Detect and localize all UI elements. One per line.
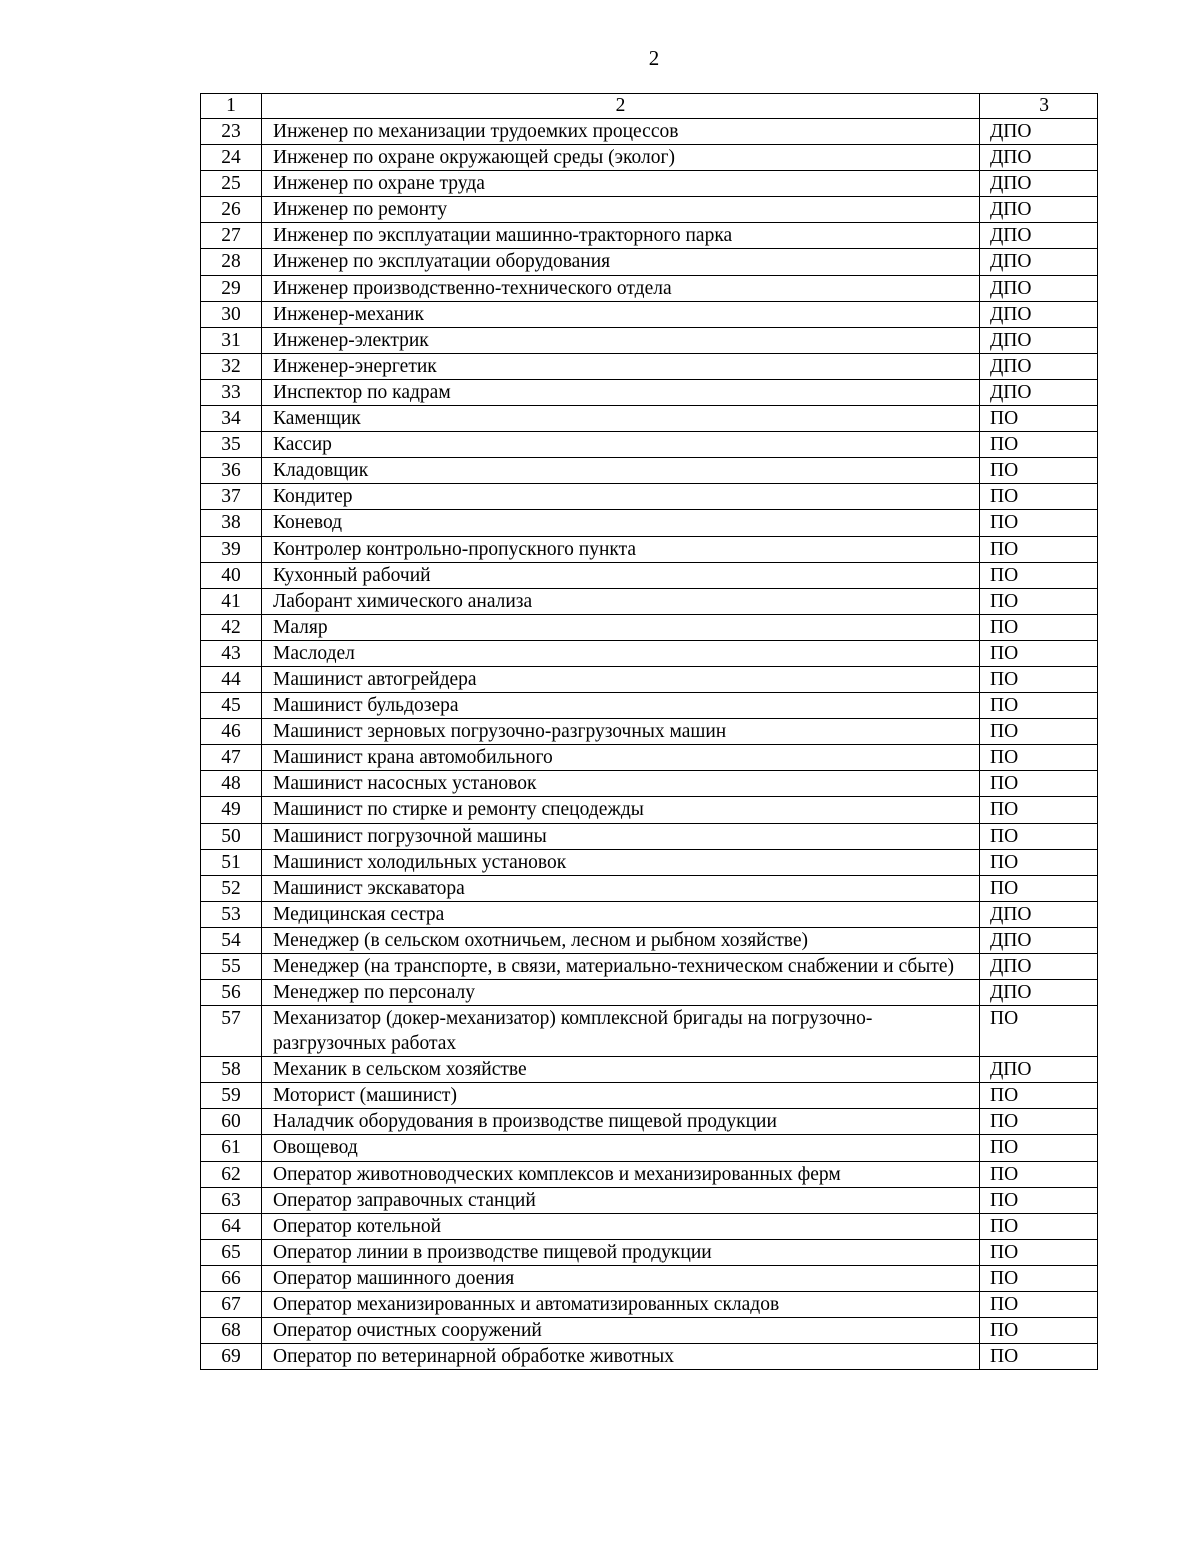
table-row — [201, 1292, 1098, 1318]
row-number: 56 — [201, 980, 262, 1006]
profession-name: Маляр — [262, 614, 980, 640]
row-number: 51 — [201, 849, 262, 875]
table-row — [201, 536, 1098, 562]
table-row — [201, 875, 1098, 901]
table-row — [201, 1265, 1098, 1291]
education-type: ПО — [980, 640, 1098, 666]
profession-name: Оператор механизированных и автоматизированных складов — [262, 1292, 980, 1318]
table-row — [201, 432, 1098, 458]
education-type: ПО — [980, 1292, 1098, 1318]
table-row — [201, 1006, 1098, 1057]
education-type: ПО — [980, 484, 1098, 510]
education-type: ДПО — [980, 379, 1098, 405]
profession-name: Менеджер по персоналу — [262, 980, 980, 1006]
education-type: ПО — [980, 1265, 1098, 1291]
row-number: 47 — [201, 745, 262, 771]
profession-name: Машинист по стирке и ремонту спецодежды — [262, 797, 980, 823]
profession-name: Инженер-механик — [262, 301, 980, 327]
row-number: 62 — [201, 1161, 262, 1187]
profession-name: Кассир — [262, 432, 980, 458]
table-row — [201, 1213, 1098, 1239]
profession-name: Кладовщик — [262, 458, 980, 484]
profession-name: Машинист бульдозера — [262, 693, 980, 719]
profession-name: Каменщик — [262, 406, 980, 432]
education-type: ДПО — [980, 145, 1098, 171]
profession-name: Инженер по охране труда — [262, 171, 980, 197]
profession-name: Кондитер — [262, 484, 980, 510]
education-type: ДПО — [980, 301, 1098, 327]
table-row — [201, 1135, 1098, 1161]
table-row — [201, 666, 1098, 692]
table-row — [201, 1344, 1098, 1370]
table-row — [201, 588, 1098, 614]
profession-name: Оператор котельной — [262, 1213, 980, 1239]
education-type: ПО — [980, 666, 1098, 692]
row-number: 48 — [201, 771, 262, 797]
row-number: 39 — [201, 536, 262, 562]
row-number: 40 — [201, 562, 262, 588]
profession-name: Оператор животноводческих комплексов и механизированных ферм — [262, 1161, 980, 1187]
education-type: ПО — [980, 745, 1098, 771]
table-row — [201, 1109, 1098, 1135]
table-row — [201, 275, 1098, 301]
row-number: 60 — [201, 1109, 262, 1135]
education-type: ДПО — [980, 954, 1098, 980]
row-number: 55 — [201, 954, 262, 980]
profession-name: Овощевод — [262, 1135, 980, 1161]
row-number: 46 — [201, 719, 262, 745]
education-type: ПО — [980, 1213, 1098, 1239]
table-row — [201, 484, 1098, 510]
table-row — [201, 458, 1098, 484]
profession-name: Инженер по охране окружающей среды (эколог) — [262, 145, 980, 171]
profession-name: Коневод — [262, 510, 980, 536]
table-row — [201, 1161, 1098, 1187]
row-number: 63 — [201, 1187, 262, 1213]
table-row — [201, 1083, 1098, 1109]
row-number: 34 — [201, 406, 262, 432]
column-header-profession: 2 — [262, 94, 980, 119]
table-row — [201, 797, 1098, 823]
column-header-number: 1 — [201, 94, 262, 119]
table-row — [201, 640, 1098, 666]
row-number: 57 — [201, 1006, 262, 1057]
profession-name: Машинист насосных установок — [262, 771, 980, 797]
education-type: ПО — [980, 849, 1098, 875]
row-number: 42 — [201, 614, 262, 640]
profession-name: Менеджер (в сельском охотничьем, лесном и рыбном хозяйстве) — [262, 927, 980, 953]
profession-name: Машинист холодильных установок — [262, 849, 980, 875]
education-type: ПО — [980, 458, 1098, 484]
table-row — [201, 927, 1098, 953]
row-number: 53 — [201, 901, 262, 927]
profession-name: Менеджер (на транспорте, в связи, материально-техническом снабжении и сбыте) — [262, 954, 980, 980]
row-number: 49 — [201, 797, 262, 823]
education-type: ПО — [980, 1318, 1098, 1344]
column-header-education: 3 — [980, 94, 1098, 119]
education-type: ПО — [980, 614, 1098, 640]
education-type: ДПО — [980, 927, 1098, 953]
table-row — [201, 119, 1098, 145]
profession-name: Инспектор по кадрам — [262, 379, 980, 405]
profession-name: Кухонный рабочий — [262, 562, 980, 588]
profession-name: Оператор машинного доения — [262, 1265, 980, 1291]
row-number: 52 — [201, 875, 262, 901]
profession-name: Машинист экскаватора — [262, 875, 980, 901]
education-type: ПО — [980, 719, 1098, 745]
table-row — [201, 223, 1098, 249]
row-number: 64 — [201, 1213, 262, 1239]
profession-name: Оператор линии в производстве пищевой продукции — [262, 1239, 980, 1265]
row-number: 50 — [201, 823, 262, 849]
education-type: ПО — [980, 693, 1098, 719]
profession-name: Медицинская сестра — [262, 901, 980, 927]
profession-name: Инженер по эксплуатации машинно-тракторного парка — [262, 223, 980, 249]
education-type: ПО — [980, 1083, 1098, 1109]
page-number: 2 — [648, 46, 660, 70]
profession-name: Оператор заправочных станций — [262, 1187, 980, 1213]
profession-name: Механизатор (докер-механизатор) комплексной бригады на погрузочно-разгрузочных работах — [262, 1006, 980, 1057]
table-header-row — [201, 94, 1098, 119]
row-number: 69 — [201, 1344, 262, 1370]
education-type: ПО — [980, 536, 1098, 562]
table-row — [201, 980, 1098, 1006]
table-row — [201, 249, 1098, 275]
table-row — [201, 353, 1098, 379]
row-number: 31 — [201, 327, 262, 353]
row-number: 41 — [201, 588, 262, 614]
profession-name: Оператор по ветеринарной обработке животных — [262, 1344, 980, 1370]
table-row — [201, 954, 1098, 980]
table-row — [201, 145, 1098, 171]
row-number: 66 — [201, 1265, 262, 1291]
table-row — [201, 301, 1098, 327]
education-type: ПО — [980, 1006, 1098, 1057]
profession-name: Инженер-энергетик — [262, 353, 980, 379]
profession-name: Маслодел — [262, 640, 980, 666]
profession-name: Машинист зерновых погрузочно-разгрузочных машин — [262, 719, 980, 745]
row-number: 58 — [201, 1057, 262, 1083]
education-type: ДПО — [980, 249, 1098, 275]
education-type: ПО — [980, 875, 1098, 901]
education-type: ДПО — [980, 327, 1098, 353]
table-row — [201, 1057, 1098, 1083]
row-number: 44 — [201, 666, 262, 692]
row-number: 32 — [201, 353, 262, 379]
row-number: 36 — [201, 458, 262, 484]
profession-name: Машинист крана автомобильного — [262, 745, 980, 771]
row-number: 27 — [201, 223, 262, 249]
education-type: ДПО — [980, 980, 1098, 1006]
row-number: 38 — [201, 510, 262, 536]
table-row — [201, 1318, 1098, 1344]
education-type: ПО — [980, 797, 1098, 823]
row-number: 29 — [201, 275, 262, 301]
profession-name: Инженер-электрик — [262, 327, 980, 353]
table-row — [201, 327, 1098, 353]
row-number: 59 — [201, 1083, 262, 1109]
row-number: 43 — [201, 640, 262, 666]
table-row — [201, 379, 1098, 405]
table-row — [201, 771, 1098, 797]
education-type: ДПО — [980, 1057, 1098, 1083]
profession-name: Инженер по механизации трудоемких процессов — [262, 119, 980, 145]
education-type: ПО — [980, 588, 1098, 614]
profession-name: Инженер производственно-технического отдела — [262, 275, 980, 301]
education-type: ДПО — [980, 275, 1098, 301]
row-number: 54 — [201, 927, 262, 953]
row-number: 65 — [201, 1239, 262, 1265]
table-row — [201, 171, 1098, 197]
education-type: ПО — [980, 1161, 1098, 1187]
row-number: 24 — [201, 145, 262, 171]
profession-name: Оператор очистных сооружений — [262, 1318, 980, 1344]
row-number: 26 — [201, 197, 262, 223]
table-row — [201, 614, 1098, 640]
profession-name: Наладчик оборудования в производстве пищевой продукции — [262, 1109, 980, 1135]
table-row — [201, 510, 1098, 536]
education-type: ДПО — [980, 119, 1098, 145]
professions-table — [200, 93, 1098, 1370]
profession-name: Моторист (машинист) — [262, 1083, 980, 1109]
education-type: ПО — [980, 1135, 1098, 1161]
row-number: 25 — [201, 171, 262, 197]
education-type: ПО — [980, 1187, 1098, 1213]
row-number: 68 — [201, 1318, 262, 1344]
table-row — [201, 197, 1098, 223]
education-type: ПО — [980, 1109, 1098, 1135]
table-row — [201, 562, 1098, 588]
education-type: ПО — [980, 510, 1098, 536]
profession-name: Лаборант химического анализа — [262, 588, 980, 614]
row-number: 45 — [201, 693, 262, 719]
education-type: ДПО — [980, 171, 1098, 197]
row-number: 61 — [201, 1135, 262, 1161]
table-row — [201, 745, 1098, 771]
row-number: 33 — [201, 379, 262, 405]
row-number: 67 — [201, 1292, 262, 1318]
education-type: ПО — [980, 562, 1098, 588]
table-row — [201, 1239, 1098, 1265]
profession-name: Инженер по ремонту — [262, 197, 980, 223]
table-row — [201, 719, 1098, 745]
education-type: ДПО — [980, 197, 1098, 223]
profession-name: Контролер контрольно-пропускного пункта — [262, 536, 980, 562]
table-row — [201, 849, 1098, 875]
profession-name: Машинист погрузочной машины — [262, 823, 980, 849]
table-row — [201, 1187, 1098, 1213]
profession-name: Инженер по эксплуатации оборудования — [262, 249, 980, 275]
table-row — [201, 406, 1098, 432]
table-row — [201, 901, 1098, 927]
row-number: 30 — [201, 301, 262, 327]
row-number: 35 — [201, 432, 262, 458]
profession-name: Механик в сельском хозяйстве — [262, 1057, 980, 1083]
education-type: ДПО — [980, 901, 1098, 927]
education-type: ПО — [980, 1344, 1098, 1370]
education-type: ПО — [980, 432, 1098, 458]
education-type: ДПО — [980, 223, 1098, 249]
education-type: ПО — [980, 406, 1098, 432]
profession-name: Машинист автогрейдера — [262, 666, 980, 692]
table-row — [201, 693, 1098, 719]
row-number: 37 — [201, 484, 262, 510]
education-type: ПО — [980, 823, 1098, 849]
education-type: ДПО — [980, 353, 1098, 379]
education-type: ПО — [980, 771, 1098, 797]
education-type: ПО — [980, 1239, 1098, 1265]
row-number: 28 — [201, 249, 262, 275]
table-row — [201, 823, 1098, 849]
row-number: 23 — [201, 119, 262, 145]
